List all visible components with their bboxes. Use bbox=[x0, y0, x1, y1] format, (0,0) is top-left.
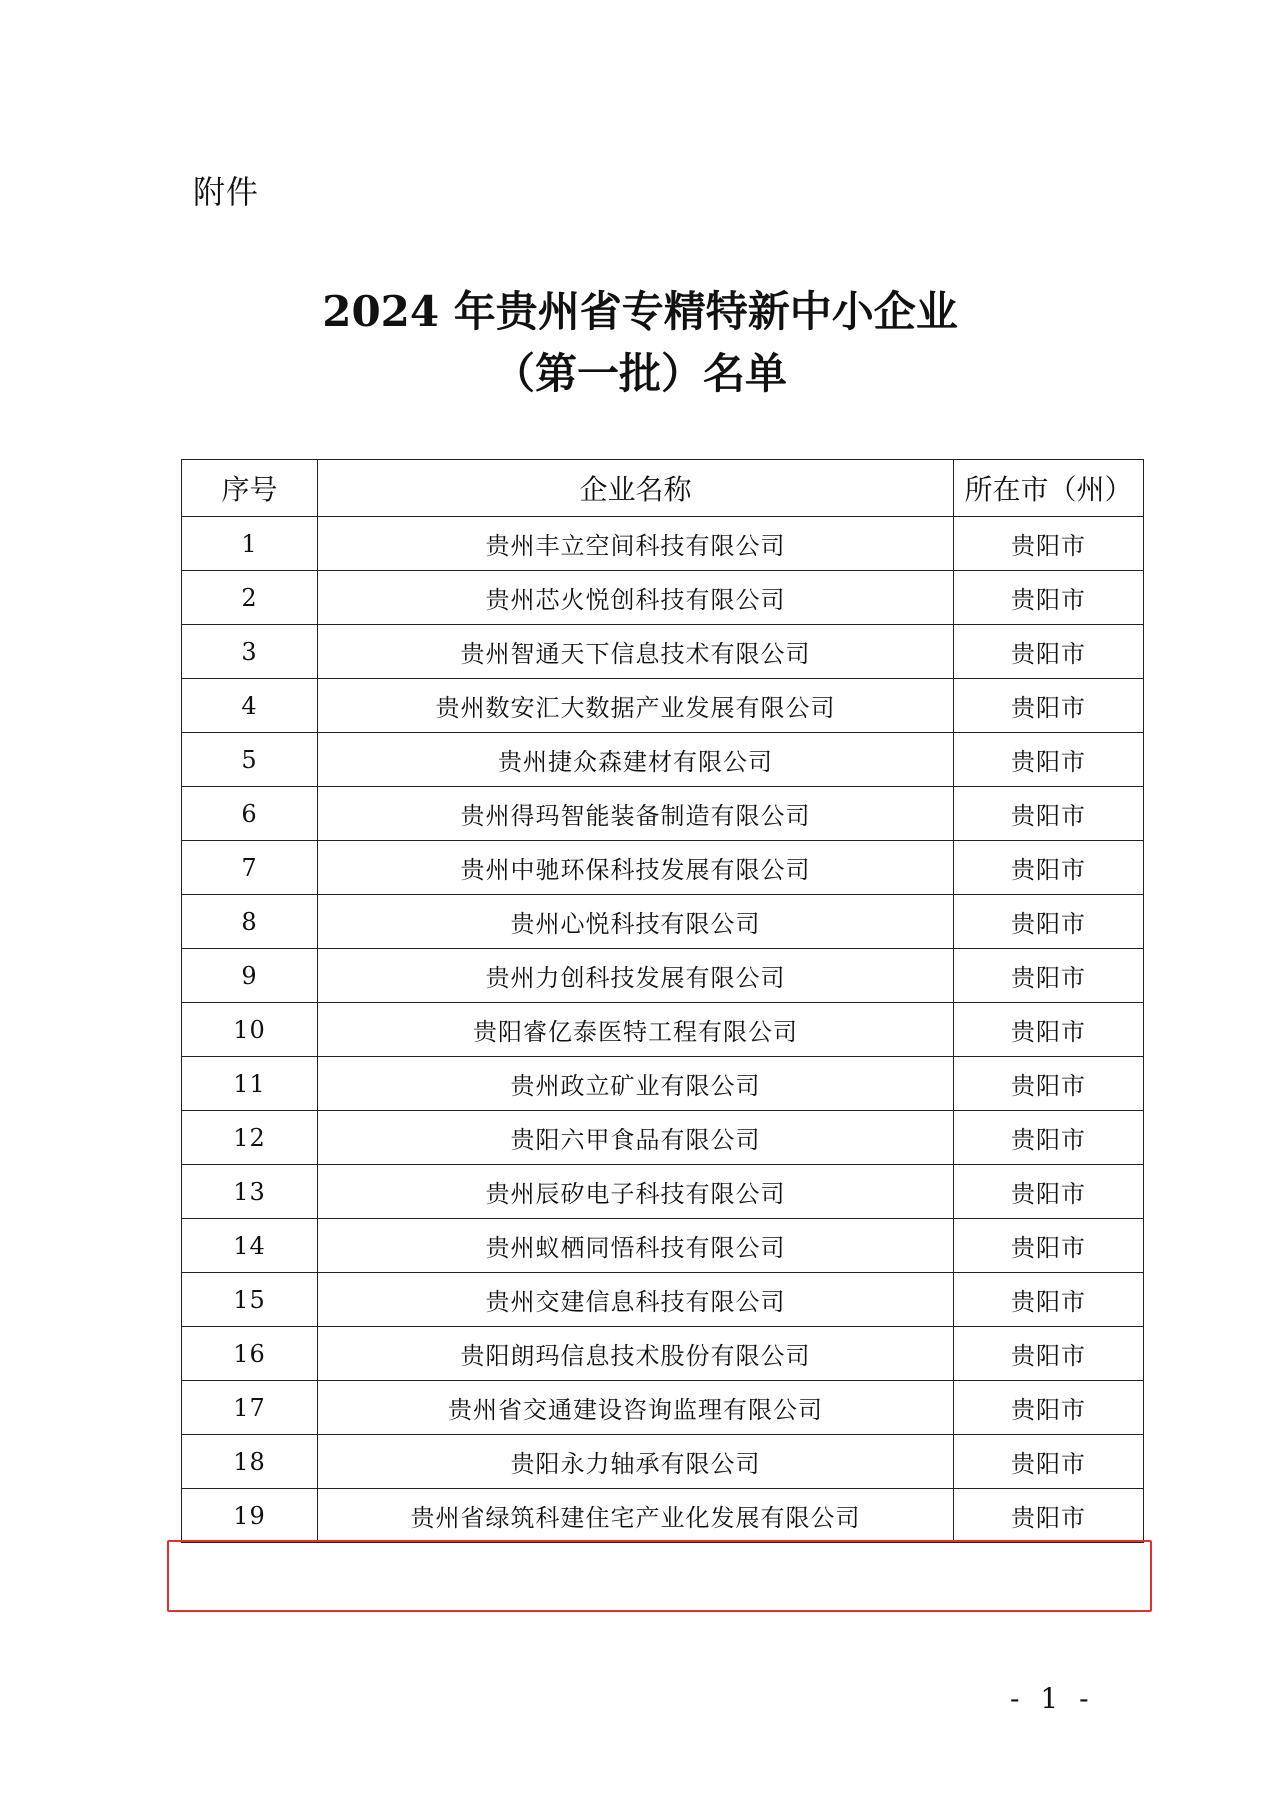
cell-serial-no: 13 bbox=[182, 1165, 318, 1219]
cell-serial-no: 6 bbox=[182, 787, 318, 841]
table-row bbox=[182, 1489, 1144, 1543]
table-row bbox=[182, 733, 1144, 787]
cell-city: 贵阳市 bbox=[954, 949, 1144, 1003]
cell-serial-no: 5 bbox=[182, 733, 318, 787]
cell-serial-no: 19 bbox=[182, 1489, 318, 1543]
cell-city: 贵阳市 bbox=[954, 1057, 1144, 1111]
cell-city: 贵阳市 bbox=[954, 787, 1144, 841]
cell-city: 贵阳市 bbox=[954, 733, 1144, 787]
table-row bbox=[182, 895, 1144, 949]
table-row bbox=[182, 1003, 1144, 1057]
cell-enterprise-name: 贵州力创科技发展有限公司 bbox=[318, 949, 954, 1003]
table-body bbox=[182, 517, 1144, 1543]
page-title-line1: 2024 年贵州省专精特新中小企业 bbox=[322, 287, 958, 336]
cell-serial-no: 12 bbox=[182, 1111, 318, 1165]
cell-city: 贵阳市 bbox=[954, 1219, 1144, 1273]
cell-city: 贵阳市 bbox=[954, 895, 1144, 949]
cell-city: 贵阳市 bbox=[954, 571, 1144, 625]
table-row bbox=[182, 1111, 1144, 1165]
cell-enterprise-name: 贵州省交通建设咨询监理有限公司 bbox=[318, 1381, 954, 1435]
cell-enterprise-name: 贵州智通天下信息技术有限公司 bbox=[318, 625, 954, 679]
cell-enterprise-name: 贵州辰矽电子科技有限公司 bbox=[318, 1165, 954, 1219]
cell-city: 贵阳市 bbox=[954, 679, 1144, 733]
cell-city: 贵阳市 bbox=[954, 1327, 1144, 1381]
cell-enterprise-name: 贵阳永力轴承有限公司 bbox=[318, 1435, 954, 1489]
cell-serial-no: 15 bbox=[182, 1273, 318, 1327]
header-enterprise-name: 企业名称 bbox=[318, 460, 954, 517]
table-row bbox=[182, 787, 1144, 841]
table-header-row bbox=[182, 460, 1144, 517]
cell-serial-no: 9 bbox=[182, 949, 318, 1003]
cell-city: 贵阳市 bbox=[954, 841, 1144, 895]
cell-enterprise-name: 贵州省绿筑科建住宅产业化发展有限公司 bbox=[318, 1489, 954, 1543]
cell-city: 贵阳市 bbox=[954, 1165, 1144, 1219]
cell-serial-no: 3 bbox=[182, 625, 318, 679]
table-row bbox=[182, 1273, 1144, 1327]
cell-serial-no: 10 bbox=[182, 1003, 318, 1057]
table-row bbox=[182, 949, 1144, 1003]
table-row bbox=[182, 1381, 1144, 1435]
cell-city: 贵阳市 bbox=[954, 1273, 1144, 1327]
cell-serial-no: 18 bbox=[182, 1435, 318, 1489]
cell-enterprise-name: 贵州数安汇大数据产业发展有限公司 bbox=[318, 679, 954, 733]
cell-city: 贵阳市 bbox=[954, 1381, 1144, 1435]
header-city: 所在市（州） bbox=[954, 460, 1144, 517]
cell-serial-no: 1 bbox=[182, 517, 318, 571]
cell-city: 贵阳市 bbox=[954, 625, 1144, 679]
cell-serial-no: 11 bbox=[182, 1057, 318, 1111]
cell-serial-no: 16 bbox=[182, 1327, 318, 1381]
cell-serial-no: 4 bbox=[182, 679, 318, 733]
table-row bbox=[182, 517, 1144, 571]
cell-serial-no: 8 bbox=[182, 895, 318, 949]
table-row bbox=[182, 1327, 1144, 1381]
cell-city: 贵阳市 bbox=[954, 1489, 1144, 1543]
cell-enterprise-name: 贵阳睿亿泰医特工程有限公司 bbox=[318, 1003, 954, 1057]
cell-enterprise-name: 贵州丰立空间科技有限公司 bbox=[318, 517, 954, 571]
enterprise-list-table bbox=[181, 459, 1144, 1543]
cell-serial-no: 14 bbox=[182, 1219, 318, 1273]
cell-city: 贵阳市 bbox=[954, 1003, 1144, 1057]
table-row bbox=[182, 571, 1144, 625]
cell-enterprise-name: 贵州得玛智能装备制造有限公司 bbox=[318, 787, 954, 841]
table-row bbox=[182, 1435, 1144, 1489]
table-row bbox=[182, 625, 1144, 679]
header-serial-no: 序号 bbox=[182, 460, 318, 517]
page-number: - 1 - bbox=[1010, 1682, 1095, 1715]
attachment-label: 附件 bbox=[193, 173, 260, 211]
cell-city: 贵阳市 bbox=[954, 517, 1144, 571]
cell-enterprise-name: 贵州政立矿业有限公司 bbox=[318, 1057, 954, 1111]
page-title-line2: （第一批）名单 bbox=[492, 349, 787, 398]
cell-serial-no: 7 bbox=[182, 841, 318, 895]
cell-enterprise-name: 贵阳朗玛信息技术股份有限公司 bbox=[318, 1327, 954, 1381]
cell-enterprise-name: 贵州蚁栖同悟科技有限公司 bbox=[318, 1219, 954, 1273]
cell-serial-no: 2 bbox=[182, 571, 318, 625]
table-row bbox=[182, 1057, 1144, 1111]
table-row bbox=[182, 1165, 1144, 1219]
table-row bbox=[182, 841, 1144, 895]
cell-enterprise-name: 贵州心悦科技有限公司 bbox=[318, 895, 954, 949]
cell-serial-no: 17 bbox=[182, 1381, 318, 1435]
cell-enterprise-name: 贵阳六甲食品有限公司 bbox=[318, 1111, 954, 1165]
table-row bbox=[182, 1219, 1144, 1273]
cell-enterprise-name: 贵州捷众森建材有限公司 bbox=[318, 733, 954, 787]
cell-enterprise-name: 贵州芯火悦创科技有限公司 bbox=[318, 571, 954, 625]
cell-city: 贵阳市 bbox=[954, 1111, 1144, 1165]
cell-city: 贵阳市 bbox=[954, 1435, 1144, 1489]
cell-enterprise-name: 贵州中驰环保科技发展有限公司 bbox=[318, 841, 954, 895]
cell-enterprise-name: 贵州交建信息科技有限公司 bbox=[318, 1273, 954, 1327]
table-row bbox=[182, 679, 1144, 733]
highlight-box bbox=[167, 1540, 1152, 1612]
